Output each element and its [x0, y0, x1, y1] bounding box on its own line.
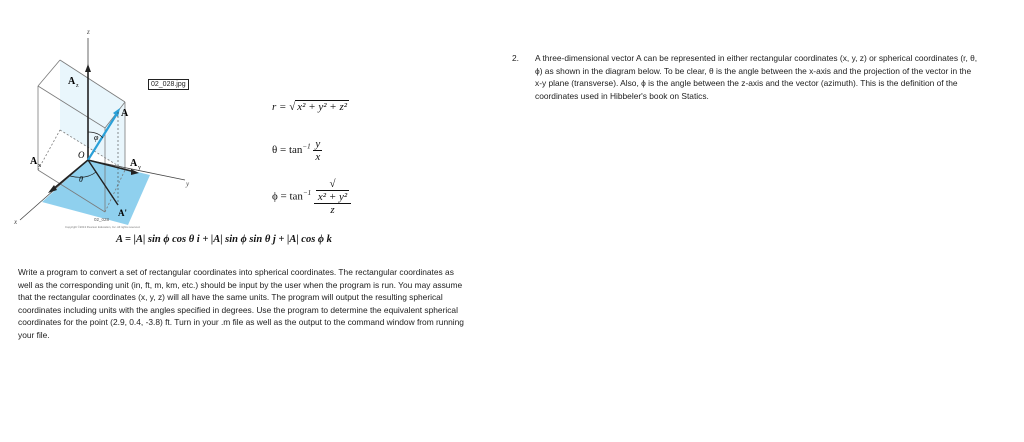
label-phi: φ [94, 133, 99, 142]
eq-theta-lhs: θ = tan [272, 144, 303, 157]
eq-theta-den: x [315, 151, 321, 163]
label-theta: θ [79, 175, 83, 184]
label-Az: A [68, 76, 76, 87]
filename-badge: 02_028.jpg [148, 79, 189, 90]
eq-theta-exp: −1 [302, 142, 311, 151]
label-Ay-sub: y [138, 165, 141, 171]
eq-vector: A = |A| sin ϕ cos θ i + |A| sin ϕ sin θ j + |A| cos ϕ k [116, 234, 332, 245]
figure [0, 20, 220, 235]
label-Ay: A [130, 158, 138, 169]
problem-number: 2. [512, 53, 519, 63]
label-Ax: A [30, 156, 38, 167]
label-A-prime: A' [118, 208, 127, 218]
figure-caption-id: 02_028 [94, 217, 110, 222]
eq-r: r = √ x² + y² + z² [272, 101, 348, 113]
figure-copyright: Copyright ©2013 Pearson Education, Inc. All rights reserved. [65, 225, 141, 229]
problem-intro: A three-dimensional vector A can be represented in either rectangular coordinates (x, y, z) or spherical coordinates (r, θ, ϕ) as shown in the diagram below. To be clear, θ is the angle between the x-axis and the projection of the vector in the x-y plane (transverse). Also, ϕ is the angle between the z-axis and the vector (azimuth). This is the definition of the coordinates used in Hibbeler's book on Statics. [535, 53, 978, 101]
eq-phi-frac: √ x² + y² z [314, 178, 351, 216]
eq-r-radicand: x² + y² + z² [297, 101, 348, 113]
task-paragraph: Write a program to convert a set of rectangular coordinates into spherical coordinates. The rectangular coordinates as well as the corresponding unit (in, ft, m, km, etc.) should be input by the user when the program is run. You may assume that the rectangular coordinates (x, y, z) will all have the same units. The program will output the resulting spherical coordinates including units with the angles specified in degrees. Use the program to determine the equivalent spherical coordinates for the point (2.9, 0.4, -3.8) ft. Turn in your .m file as well as the output to the command window from running your file. [18, 267, 464, 340]
eq-phi-lhs: ϕ = tan [272, 190, 303, 203]
eq-theta-frac [313, 138, 322, 163]
label-Ax-sub: x [38, 163, 41, 169]
eq-phi-den: z [330, 204, 335, 216]
coordinate-diagram [0, 20, 220, 235]
label-Az-sub: z [76, 83, 79, 89]
axis-y-label: y [186, 180, 190, 188]
eq-phi [272, 178, 351, 216]
eq-theta [272, 138, 322, 163]
axis-x-label: x [14, 218, 18, 226]
eq-r-lhs: r = [272, 101, 287, 113]
axis-z-label: z [87, 28, 90, 36]
eq-theta-num: y [315, 138, 321, 150]
label-O: O [78, 150, 85, 160]
label-A: A [121, 108, 129, 119]
eq-phi-exp: −1 [302, 188, 312, 197]
eq-phi-num: x² + y² [317, 191, 348, 203]
